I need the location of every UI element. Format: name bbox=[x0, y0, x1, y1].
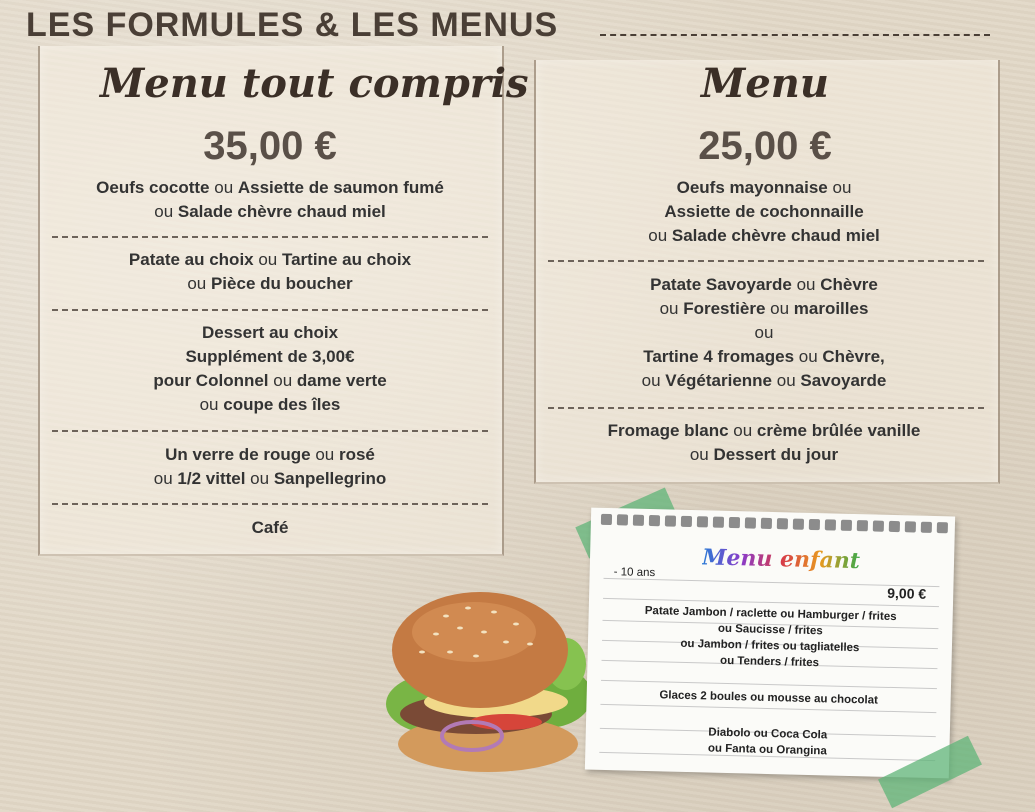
separator-text: ou bbox=[754, 323, 774, 342]
menu-right-name: Menu bbox=[701, 60, 829, 107]
dish-name: Dessert au choix bbox=[201, 323, 339, 342]
binder-hole bbox=[745, 517, 756, 528]
dish-name: pour Colonnel bbox=[153, 371, 269, 390]
dish-name: crème brûlée vanille bbox=[756, 421, 921, 440]
section-line bbox=[544, 443, 984, 467]
separator-text: ou bbox=[659, 299, 684, 318]
binder-hole bbox=[697, 516, 708, 527]
section-divider bbox=[52, 236, 488, 238]
section-line bbox=[50, 176, 490, 200]
dish-name: Saucisse / frites bbox=[735, 623, 823, 638]
section-divider bbox=[548, 260, 984, 262]
separator-text: ou bbox=[648, 226, 672, 245]
binder-hole bbox=[665, 515, 676, 526]
separator-text: ou bbox=[245, 469, 274, 488]
dish-name: Patate au choix bbox=[128, 250, 254, 269]
separator-text: ou bbox=[717, 622, 736, 636]
binder-hole bbox=[857, 520, 868, 531]
section-line bbox=[50, 321, 490, 345]
page-title: LES FORMULES & LES MENUS bbox=[26, 6, 559, 44]
dish-name: Salade chèvre chaud miel bbox=[671, 226, 880, 245]
section-line bbox=[50, 248, 490, 272]
dish-name: Supplément de 3,00€ bbox=[185, 347, 355, 366]
section-line bbox=[50, 443, 490, 467]
dish-name: Dessert du jour bbox=[713, 445, 839, 464]
separator-text: ou bbox=[772, 371, 801, 390]
binder-hole bbox=[937, 522, 948, 533]
section-divider bbox=[548, 407, 984, 409]
separator-text: ou bbox=[253, 250, 282, 269]
dish-name: Hamburger / frites bbox=[797, 608, 897, 624]
dish-name: Savoyarde bbox=[800, 371, 887, 390]
dish-name: Café bbox=[251, 518, 289, 537]
kids-menu-age: - 10 ans bbox=[613, 566, 656, 580]
dish-name: Un verre de rouge bbox=[165, 445, 311, 464]
dish-name: Pièce du boucher bbox=[210, 274, 353, 293]
kids-menu-card bbox=[585, 508, 955, 779]
separator-text: ou bbox=[728, 421, 757, 440]
dish-name: Assiette de cochonnaille bbox=[664, 202, 864, 221]
menu-right-section-main bbox=[544, 273, 984, 393]
dish-name: dame verte bbox=[296, 371, 387, 390]
binder-hole bbox=[873, 520, 884, 531]
binder-hole bbox=[809, 519, 820, 530]
title-divider bbox=[600, 34, 990, 36]
section-line bbox=[50, 345, 490, 369]
separator-text: ou bbox=[707, 742, 726, 755]
dish-name: Végétarienne bbox=[665, 371, 773, 390]
separator-text: ou bbox=[779, 640, 801, 653]
separator-text: ou bbox=[154, 202, 178, 221]
binder-hole bbox=[825, 519, 836, 530]
section-line bbox=[50, 393, 490, 417]
section-line bbox=[544, 200, 984, 224]
kids-menu-price: 9,00 € bbox=[887, 584, 927, 602]
dish-name: Tenders / frites bbox=[737, 655, 820, 670]
section-line bbox=[544, 419, 984, 443]
dish-name: Forestière bbox=[683, 299, 766, 318]
section-divider bbox=[52, 503, 488, 505]
binder-hole bbox=[601, 514, 612, 525]
separator-text: ou bbox=[641, 371, 666, 390]
dish-name: Diabolo bbox=[708, 726, 751, 740]
binder-hole bbox=[761, 518, 772, 529]
kids-menu-title: Menu enfant bbox=[701, 544, 861, 575]
separator-text: ou bbox=[209, 178, 238, 197]
dish-name: Oeufs cocotte bbox=[96, 178, 210, 197]
section-line bbox=[544, 369, 984, 393]
dish-name: Orangina bbox=[776, 744, 827, 758]
separator-text: ou bbox=[827, 178, 852, 197]
menu-left-section-drink bbox=[50, 443, 490, 491]
menu-right-section-dessert bbox=[544, 419, 984, 467]
dish-name: Salade chèvre chaud miel bbox=[177, 202, 386, 221]
menu-right-price: 25,00 € bbox=[698, 124, 832, 168]
menu-left-section-dessert bbox=[50, 321, 490, 417]
dish-name: Coca Cola bbox=[770, 728, 828, 742]
binder-hole bbox=[729, 517, 740, 528]
section-line bbox=[544, 321, 984, 345]
dish-name: tagliatelles bbox=[799, 640, 860, 655]
menu-left-price: 35,00 € bbox=[203, 124, 337, 168]
top-bun-highlight bbox=[412, 602, 536, 662]
binder-hole bbox=[889, 521, 900, 532]
separator-text: ou bbox=[310, 445, 339, 464]
separator-text: ou bbox=[199, 395, 224, 414]
section-line bbox=[544, 224, 984, 248]
section-divider bbox=[52, 430, 488, 432]
menu-left-section-coffee bbox=[50, 516, 490, 540]
binder-hole bbox=[841, 520, 852, 531]
dish-name: 1/2 vittel bbox=[177, 469, 246, 488]
separator-text: ou bbox=[719, 654, 738, 668]
dish-name: Patate Savoyarde bbox=[650, 275, 792, 294]
dish-name: Sanpellegrino bbox=[273, 469, 387, 488]
separator-text: ou bbox=[750, 727, 772, 741]
section-line bbox=[50, 272, 490, 296]
binder-hole bbox=[713, 517, 724, 528]
binder-hole bbox=[921, 522, 932, 533]
menu-right-section-starter bbox=[544, 176, 984, 248]
separator-text: ou bbox=[765, 299, 794, 318]
dish-name: rosé bbox=[338, 445, 375, 464]
menu-left-section-main bbox=[50, 248, 490, 296]
dish-name: Patate Jambon / raclette bbox=[644, 604, 778, 621]
section-divider bbox=[52, 309, 488, 311]
separator-text: ou bbox=[680, 637, 698, 651]
separator-text: ou bbox=[153, 469, 178, 488]
binder-hole bbox=[649, 515, 660, 526]
card-holes bbox=[601, 514, 947, 536]
kids-menu-items bbox=[585, 602, 953, 763]
burger-image bbox=[376, 586, 598, 782]
separator-text: ou bbox=[794, 347, 823, 366]
binder-hole bbox=[681, 516, 692, 527]
binder-hole bbox=[793, 519, 804, 530]
binder-hole bbox=[777, 518, 788, 529]
dish-name: maroilles bbox=[793, 299, 869, 318]
section-line bbox=[50, 516, 490, 540]
separator-text: ou bbox=[755, 743, 777, 757]
separator-text: ou bbox=[776, 608, 798, 621]
separator-text: ou bbox=[791, 275, 821, 294]
separator-text: ou bbox=[187, 274, 211, 293]
section-line bbox=[50, 369, 490, 393]
dish-name: Chèvre, bbox=[822, 347, 885, 366]
dish-name: mousse au chocolat bbox=[767, 691, 879, 707]
dish-name: Fromage blanc bbox=[607, 421, 729, 440]
section-line bbox=[544, 297, 984, 321]
dish-name: Tartine 4 fromages bbox=[643, 347, 795, 366]
section-line bbox=[50, 467, 490, 491]
section-line bbox=[544, 345, 984, 369]
dish-name: Chèvre bbox=[820, 275, 878, 294]
section-line bbox=[544, 273, 984, 297]
dish-name: Assiette de saumon fumé bbox=[237, 178, 444, 197]
separator-text: ou bbox=[689, 445, 714, 464]
separator-text: ou bbox=[268, 371, 297, 390]
binder-hole bbox=[617, 514, 628, 525]
separator-text: ou bbox=[746, 691, 768, 704]
dish-name: Jambon / frites bbox=[697, 638, 780, 653]
dish-name: Glaces 2 boules bbox=[659, 689, 748, 704]
binder-hole bbox=[905, 521, 916, 532]
menu-left-section-starter bbox=[50, 176, 490, 224]
menu-left-name: Menu tout compris bbox=[100, 60, 529, 107]
dish-name: Fanta bbox=[725, 742, 757, 756]
kids-line bbox=[587, 686, 951, 711]
binder-hole bbox=[633, 515, 644, 526]
dish-name: Oeufs mayonnaise bbox=[676, 178, 828, 197]
dish-name: coupe des îles bbox=[223, 395, 341, 414]
dish-name: Tartine au choix bbox=[281, 250, 412, 269]
section-line bbox=[544, 176, 984, 200]
section-line bbox=[50, 200, 490, 224]
